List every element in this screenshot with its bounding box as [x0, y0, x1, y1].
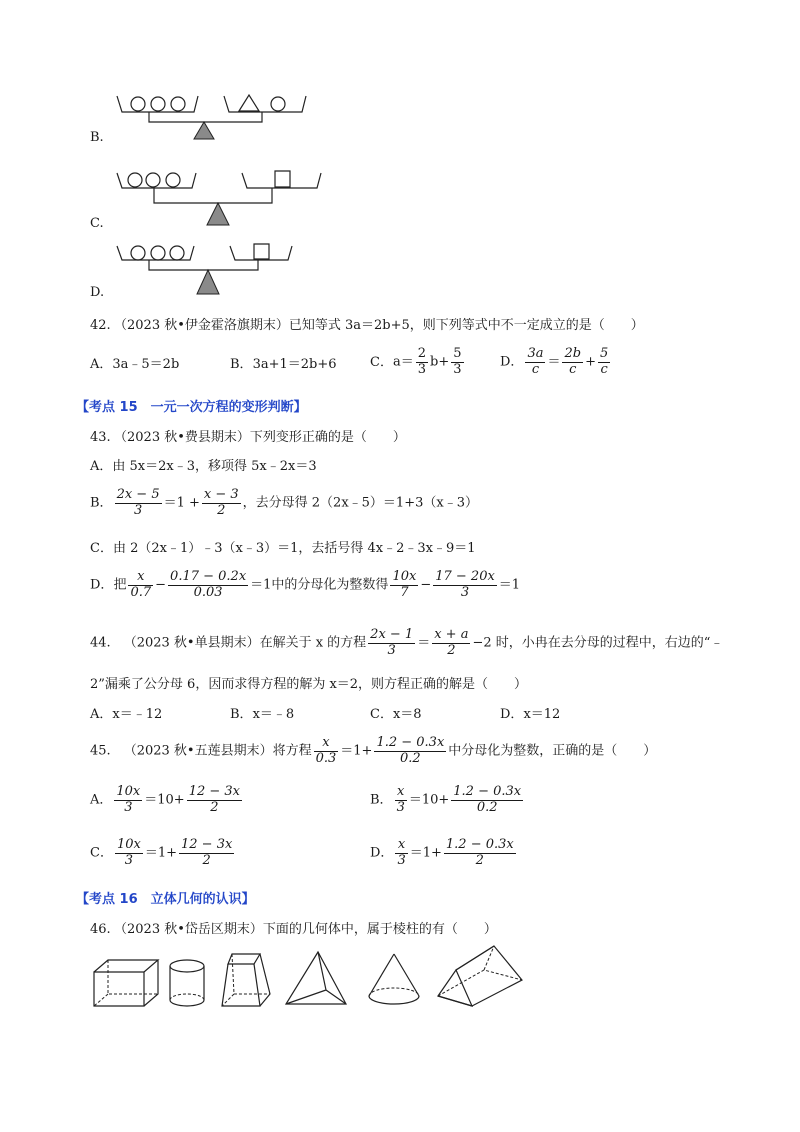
expr-text: a＝: [392, 354, 414, 370]
option-label: B．: [90, 495, 113, 511]
triangular-prism-icon: [436, 944, 524, 1008]
numerator: 10x: [116, 784, 141, 799]
numerator: 1.2 − 0.3x: [453, 784, 522, 799]
cuboid-icon: [92, 958, 160, 1008]
q44-line2: 2”漏乘了公分母 6，因而求得方程的解为 x＝2，则方程正确的解是（ ）: [90, 677, 528, 692]
expr-text: ＝: [417, 635, 431, 651]
numerator: 12 − 3x: [188, 784, 241, 799]
fraction: [168, 570, 248, 601]
option-c-letter: C.: [90, 216, 104, 231]
fraction: [179, 838, 234, 869]
option-label: D．: [500, 354, 524, 370]
numerator: x: [395, 785, 407, 801]
frustum-icon: [220, 952, 272, 1008]
option-text: 由 2（2x﹣1）﹣3（x﹣3）＝1，去括号得 4x﹣2﹣3x﹣9＝1: [112, 541, 476, 556]
numerator: x: [395, 838, 407, 854]
expr-text: ＝1+: [340, 743, 373, 759]
expr-text: ＝1 +: [163, 495, 200, 511]
denominator: 2: [447, 642, 456, 658]
numerator: 12 − 3x: [181, 837, 233, 852]
q42-number: 42.: [90, 318, 111, 333]
option-label: B．: [230, 707, 253, 722]
numerator: 1.2 − 0.3x: [445, 837, 514, 852]
option-label: C．: [370, 354, 393, 370]
denominator: 3: [124, 799, 133, 815]
q45-option-a: [90, 785, 244, 816]
option-label: A．: [90, 357, 113, 372]
denominator: 3: [460, 584, 470, 600]
fraction: [187, 785, 242, 816]
q45-line1: [90, 736, 656, 767]
option-label: D．: [500, 707, 524, 722]
q42-option-b: [230, 357, 337, 373]
q44-option-b: [230, 707, 294, 723]
denominator: 3: [124, 852, 134, 868]
fraction: [451, 785, 523, 816]
q44-stem-lead: （2023 秋•单县期末）在解关于 x 的方程: [123, 635, 367, 651]
fraction: [128, 570, 153, 601]
denominator: c: [569, 361, 577, 377]
option-label: B．: [370, 792, 393, 808]
fraction: [314, 736, 339, 767]
numerator: x: [128, 570, 153, 586]
q43-option-d: [90, 570, 520, 601]
pyramid-icon: [284, 950, 348, 1008]
q43-option-b: [90, 488, 478, 519]
section-15-title: 【考点 15 一元一次方程的变形判断】: [76, 400, 307, 415]
q44-stem-tail: −2 时，小冉在去分母的过程中，右边的“﹣: [472, 635, 724, 651]
q42-stem: （2023 秋•伊金霍洛旗期末）已知等式 3a＝2b+5，则下列等式中不一定成立的是（ ）: [114, 318, 644, 333]
denominator: 3: [453, 361, 462, 377]
denominator: 3: [396, 799, 405, 815]
denominator: 7: [400, 584, 409, 600]
denominator: 3: [397, 852, 406, 868]
fraction: [525, 347, 545, 378]
fraction: [374, 736, 446, 767]
fraction: [202, 488, 241, 519]
expr-text: ＝: [547, 354, 561, 370]
numerator: 10x: [116, 837, 141, 852]
denominator: 3: [417, 361, 426, 377]
numerator: 2b: [564, 346, 582, 361]
numerator: 0.17 − 0.2x: [170, 569, 247, 584]
option-text: x＝﹣12: [112, 707, 163, 722]
cone-icon: [366, 952, 422, 1008]
option-label: A．: [90, 459, 113, 474]
q44-number: 44.: [90, 635, 111, 651]
numerator: 17 − 20x: [435, 569, 495, 584]
fraction: [115, 838, 143, 869]
balance-figure-d: [112, 240, 298, 298]
expr-text: 把: [113, 577, 127, 593]
q45-option-d: [370, 838, 518, 869]
denominator: 0.7: [130, 584, 152, 600]
numerator: 5: [599, 346, 609, 361]
option-text: x＝8: [392, 707, 422, 722]
q44-option-a: [90, 707, 162, 723]
q46-stem: （2023 秋•岱岳区期末）下面的几何体中，属于棱柱的有（ ）: [114, 922, 497, 937]
q44-line1: [90, 628, 723, 659]
fraction: [444, 838, 516, 869]
denominator: 3: [133, 502, 143, 518]
option-d-letter: D.: [90, 285, 105, 300]
option-text: x＝﹣8: [252, 707, 295, 722]
expr-text: −: [155, 577, 167, 593]
fraction: [368, 628, 415, 659]
expr-text: ＝10+: [408, 792, 450, 808]
option-label: D．: [370, 845, 394, 861]
cylinder-icon: [166, 958, 208, 1008]
fraction: [598, 347, 610, 378]
option-label: C．: [370, 707, 393, 722]
expr-text: ＝1+: [409, 845, 442, 861]
option-label: B．: [230, 357, 253, 372]
expr-text: ＝10+: [144, 792, 185, 808]
q45-option-c: [90, 838, 236, 869]
numerator: x − 3: [203, 487, 239, 502]
q43-option-c: [90, 541, 476, 557]
denominator: c: [531, 361, 540, 377]
q45-stem-lead: （2023 秋•五莲县期末）将方程: [123, 743, 312, 759]
q44-option-c: [370, 707, 422, 723]
balance-figure-c: [112, 165, 324, 227]
option-label: C．: [90, 541, 113, 556]
option-text: ，去分母得 2（2x﹣5）＝1+3（x﹣3）: [242, 495, 478, 511]
fraction: [416, 347, 428, 378]
denominator: 2: [202, 852, 211, 868]
expr-text: ＝1中的分母化为整数得: [250, 577, 389, 593]
denominator: 0.2: [400, 750, 421, 766]
option-b-letter: B.: [90, 130, 104, 145]
numerator: x: [314, 736, 339, 752]
q45-stem-tail: 中分母化为整数，正确的是（ ）: [448, 743, 657, 759]
balance-figure-b: [112, 92, 312, 144]
numerator: 2x − 1: [370, 627, 414, 642]
fraction: [432, 628, 470, 659]
q42-option-a: [90, 357, 179, 373]
numerator: 3a: [527, 346, 544, 361]
q43-stem: （2023 秋•费县期末）下列变形正确的是（ ）: [114, 430, 406, 445]
q43-option-a: [90, 459, 317, 475]
option-text: 由 5x＝2x﹣3，移项得 5x﹣2x＝3: [112, 459, 317, 474]
denominator: 0.03: [193, 584, 223, 600]
fraction: [451, 347, 463, 378]
fraction: [395, 838, 407, 869]
denominator: 3: [387, 642, 396, 658]
option-text: 3a﹣5＝2b: [112, 357, 180, 372]
fraction: [114, 785, 142, 816]
expr-text: b+: [430, 354, 450, 370]
denominator: 2: [217, 502, 226, 518]
q42-option-d: [500, 347, 612, 378]
denominator: 0.2: [476, 799, 498, 815]
option-text: 3a+1＝2b+6: [252, 357, 337, 372]
fraction: [390, 570, 418, 601]
section-16-title: 【考点 16 立体几何的认识】: [76, 892, 255, 907]
numerator: x + a: [434, 627, 469, 642]
fraction: [562, 347, 583, 378]
option-label: C．: [90, 845, 113, 861]
expr-text: ＝1: [498, 577, 521, 593]
expr-text: ＝1+: [144, 845, 177, 861]
numerator: 2: [417, 346, 426, 361]
q46-number: 46.: [90, 922, 111, 937]
denominator: 2: [210, 799, 219, 815]
denominator: 2: [475, 852, 484, 868]
expr-text: +: [585, 354, 596, 370]
expr-text: −: [420, 577, 432, 593]
fraction: [115, 488, 162, 519]
fraction: [395, 785, 407, 816]
q45-number: 45.: [90, 743, 111, 759]
denominator: c: [600, 361, 608, 377]
option-label: A．: [90, 707, 113, 722]
q44-option-d: [500, 707, 560, 723]
numerator: 10x: [392, 569, 417, 584]
q42-option-c: [370, 347, 466, 378]
q43-number: 43.: [90, 430, 111, 445]
numerator: 1.2 − 0.3x: [376, 735, 445, 750]
option-label: D．: [90, 577, 114, 593]
numerator: 2x − 5: [116, 487, 160, 502]
q45-option-b: [370, 785, 525, 816]
option-label: A．: [90, 792, 113, 808]
numerator: 5: [453, 346, 462, 361]
fraction: [433, 570, 497, 601]
denominator: 0.3: [315, 750, 337, 766]
option-text: x＝12: [523, 707, 561, 722]
